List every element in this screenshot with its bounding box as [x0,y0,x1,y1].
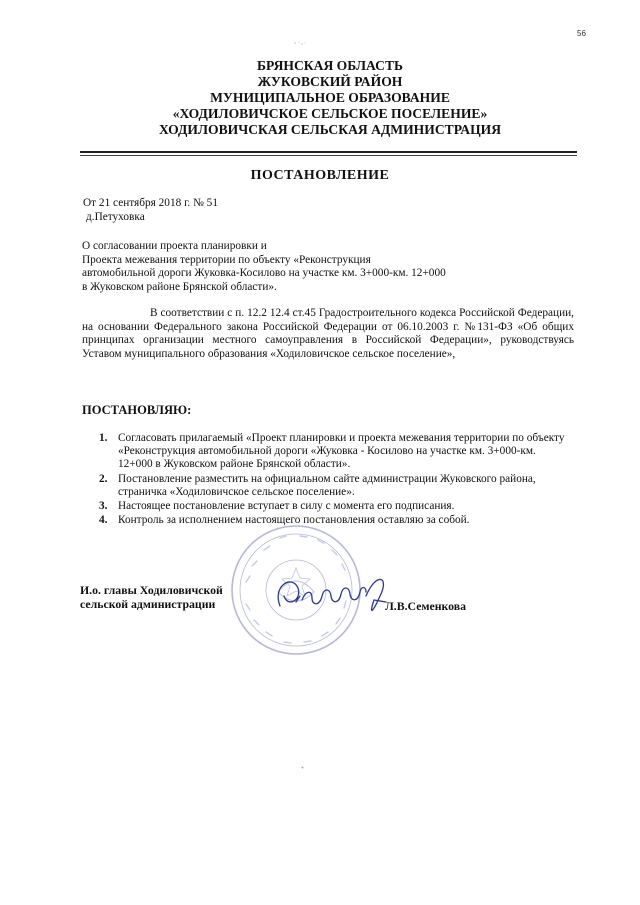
item-number: 1. [99,432,108,444]
item-number: 4. [99,514,108,527]
item-text: Настоящее постановление вступает в силу с момента его подписания. [118,500,455,513]
item-number: 2. [99,472,108,485]
header-divider-thick [80,151,577,153]
list-item [82,473,572,499]
document-place: д.Петуховка [86,211,145,223]
subject-line: автомобильной дороги Жуковка-Косилово на участке км. 3+000-км. 12+000 [82,267,446,279]
item-text: Согласовать прилагаемый «Проект планировки и проекта межевания территории по объекту «Реконструкция автомобильной дороги «Жуковка - Косилово на участке км. 3+000-км. 12+000 в Жуковском районе Брянской области». [118,432,565,471]
signatory-position-line: И.о. главы Ходиловичской [80,583,223,597]
signatory-position-line: сельской администрации [80,597,216,611]
decree-items [82,432,572,528]
list-item [82,432,572,472]
item-number: 3. [99,500,108,513]
document-date-number: От 21 сентября 2018 г. № 51 [83,197,218,209]
document-subject [82,240,512,294]
organization-header [60,58,600,138]
scan-speck [300,765,305,770]
decree-heading: ПОСТАНОВЛЯЮ: [82,403,192,417]
subject-line: О согласовании проекта планировки и [82,240,267,252]
list-item [82,500,572,513]
subject-line: в Жуковском районе Брянской области». [82,280,277,293]
document-title: ПОСТАНОВЛЕНИЕ [250,168,390,183]
handwritten-signature [262,566,392,626]
signatory-position [80,583,223,611]
item-text: Постановление разместить на официальном сайте администрации Жуковского района, страничка «Ходиловичское сельское поселение». [118,472,536,498]
header-divider-thin [80,155,577,156]
preamble-paragraph: В соответствии с п. 12.2 12.4 ст.45 Градостроительного кодекса Российской Федерации, на основании Федерального закона Российской Федерации от 06.10.2003 г. №131-ФЗ «Об общих принципах организации местного самоуправления в Российской Федерации», руководствуясь Уставом муниципального образования «Ходиловичское сельское поселение», [82,307,574,360]
item-text: Контроль за исполнением настоящего постановления оставляю за собой. [118,514,470,527]
page-number: 56 [577,29,586,38]
header-line-district: ЖУКОВСКИЙ РАЙОН [257,74,403,89]
header-line-administration: ХОДИЛОВИЧСКАЯ СЕЛЬСКАЯ АДМИНИСТРАЦИЯ [158,122,502,137]
header-line-region: БРЯНСКАЯ ОБЛАСТЬ [256,58,404,73]
scan-speck [293,40,307,46]
subject-line: Проекта межевания территории по объекту «Реконструкция [82,253,371,266]
header-line-settlement: «ХОДИЛОВИЧСКОЕ СЕЛЬСКОЕ ПОСЕЛЕНИЕ» [172,106,488,121]
header-line-municipality: МУНИЦИПАЛЬНОЕ ОБРАЗОВАНИЕ [210,90,450,105]
signatory-name: Л.В.Семенкова [385,599,467,613]
